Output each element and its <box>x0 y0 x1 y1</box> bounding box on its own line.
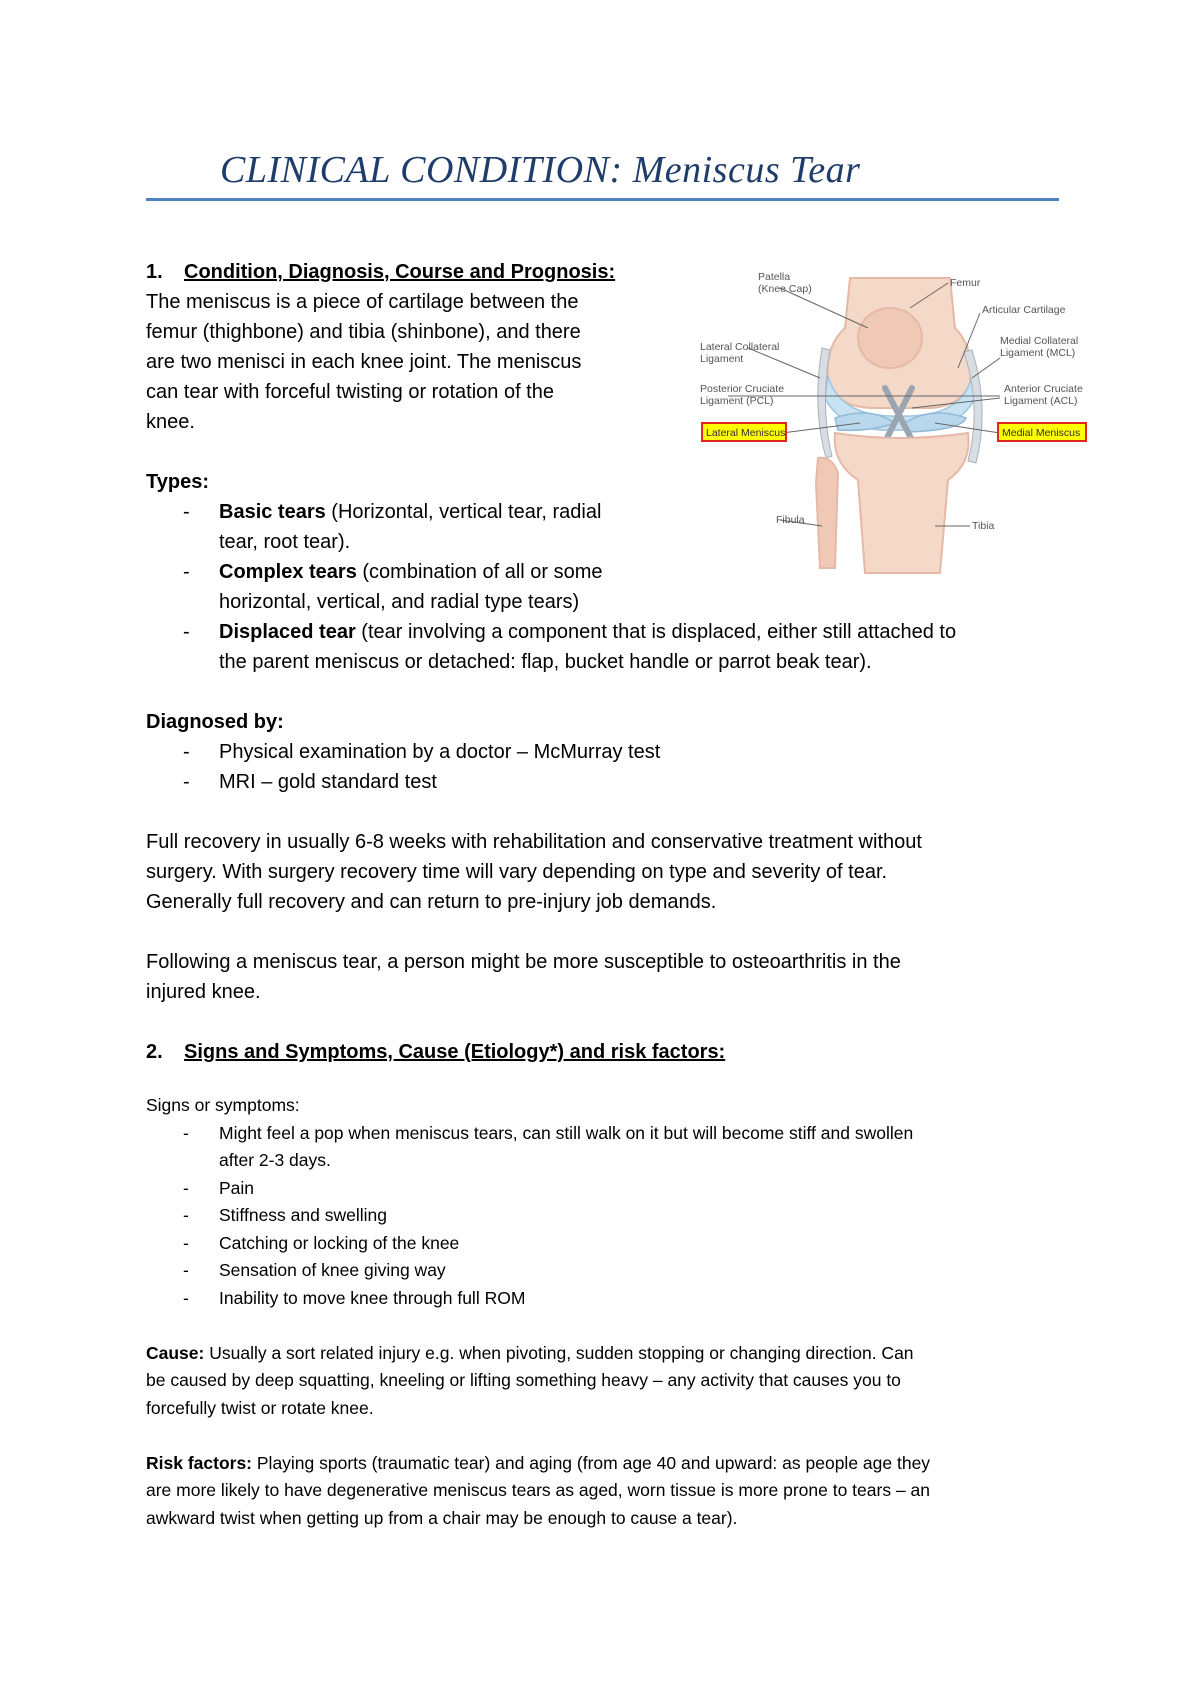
sign-item: - Catching or locking of the knee <box>146 1230 1086 1258</box>
label-tibia: Tibia <box>972 520 995 532</box>
title-divider <box>146 198 1059 201</box>
label-patella: Patella (Knee Cap) <box>758 271 812 295</box>
intro-line: knee. <box>146 411 195 433</box>
cause-paragraph: Cause: Usually a sort related injury e.g. when pivoting, sudden stopping or changing direction. Can be caused by deep squatting, kneeling or lifting something heavy – any activity that causes you to forcefully twist or rotate knee. <box>146 1342 914 1418</box>
label-femur: Femur <box>950 277 981 289</box>
label-medial-meniscus: Medial Meniscus <box>1002 427 1081 439</box>
label-fibula: Fibula <box>776 514 805 526</box>
diagnosed-item: - MRI – gold standard test <box>146 767 1086 797</box>
patella <box>858 308 922 368</box>
type-item-basic: - Basic tears (Horizontal, vertical tear, radial tear, root tear). <box>146 497 1086 557</box>
diagnosed-item: - Physical examination by a doctor – McMurray test <box>146 737 1086 767</box>
page-title: CLINICAL CONDITION: Meniscus Tear <box>220 149 861 191</box>
label-lcl: Lateral Collateral Ligament <box>700 341 780 365</box>
sign-item: - Pain <box>146 1175 1086 1203</box>
type-item-complex: - Complex tears (combination of all or some horizontal, vertical, and radial type tears) <box>146 557 1086 617</box>
label-acl: Anterior Cruciate Ligament (ACL) <box>1004 383 1083 407</box>
sign-item: - Inability to move knee through full ROM <box>146 1285 1086 1313</box>
intro-line: can tear with forceful twisting or rotation of the <box>146 381 554 403</box>
intro-line: The meniscus is a piece of cartilage between the <box>146 291 579 313</box>
knee-anatomy-figure <box>700 268 1120 588</box>
label-articular-cartilage: Articular Cartilage <box>982 304 1066 316</box>
label-pcl: Posterior Cruciate Ligament (PCL) <box>700 383 785 407</box>
types-label: Types: <box>146 471 209 493</box>
recovery-paragraph: Full recovery in usually 6-8 weeks with rehabilitation and conservative treatment without surgery. With surgery recovery time will vary depending on type and severity of tear. Generally full recovery and can return to pre-injury job demands. <box>146 831 922 913</box>
fibula-bone <box>816 458 838 568</box>
tibia-bone <box>835 433 969 573</box>
sign-item: - Might feel a pop when meniscus tears, can still walk on it but will become stiff and swollen after 2-3 days. <box>146 1120 1086 1175</box>
label-mcl: Medial Collateral Ligament (MCL) <box>1000 335 1079 359</box>
sign-item: - Sensation of knee giving way <box>146 1257 1086 1285</box>
section-1-heading: 1. Condition, Diagnosis, Course and Prognosis: <box>146 261 616 283</box>
diagnosed-label: Diagnosed by: <box>146 711 284 733</box>
risk-factors-paragraph: Risk factors: Playing sports (traumatic tear) and aging (from age 40 and upward: as people age they are more likely to have degenerative meniscus tears as aged, worn tissue is more prone to tears – an awkward twist when getting up from a chair may be enough to cause a tear). <box>146 1452 931 1528</box>
section-1-intro <box>146 257 666 437</box>
section-2-heading: 2. Signs and Symptoms, Cause (Etiology*) and risk factors: <box>146 1041 726 1063</box>
intro-line: are two menisci in each knee joint. The meniscus <box>146 351 582 373</box>
signs-label: Signs or symptoms: <box>146 1095 300 1115</box>
type-item-displaced: - Displaced tear (tear involving a component that is displaced, either still attached to the parent meniscus or detached: flap, bucket handle or parrot beak tear). <box>146 617 1086 677</box>
sign-item: - Stiffness and swelling <box>146 1202 1086 1230</box>
label-lateral-meniscus: Lateral Meniscus <box>706 427 786 439</box>
intro-line: femur (thighbone) and tibia (shinbone), and there <box>146 321 581 343</box>
section-2-body <box>146 1092 1086 1532</box>
osteoarthritis-paragraph: Following a meniscus tear, a person might be more susceptible to osteoarthritis in the injured knee. <box>146 951 901 1003</box>
